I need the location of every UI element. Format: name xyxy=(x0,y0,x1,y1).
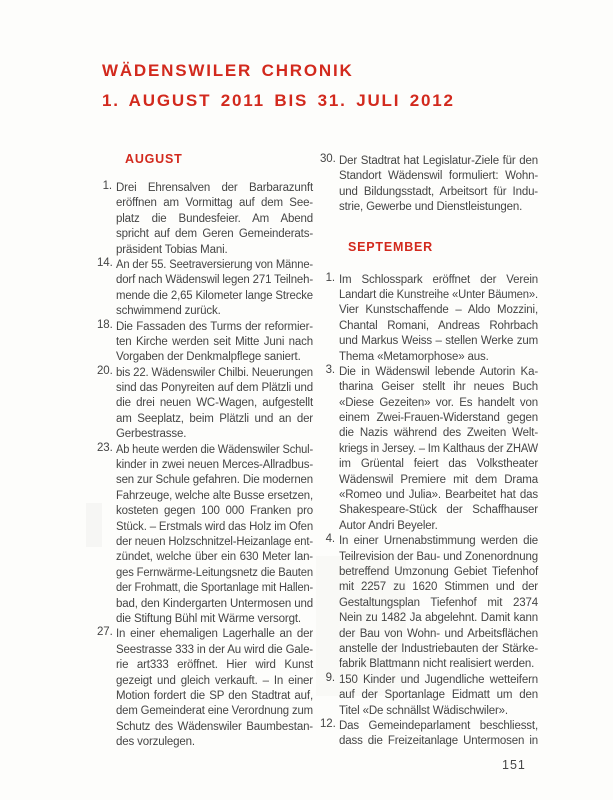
chronicle-entry xyxy=(320,717,538,748)
text-line xyxy=(339,517,538,532)
text-line-content: Teilrevision der Bau- und Zonenordnung xyxy=(339,550,538,563)
text-line-content: der neuen Holzschnitzel-Heizanlage ent- xyxy=(116,535,313,548)
text-line-content: Ab heute werden die Wädenswiler Schul- xyxy=(116,443,313,456)
chronicle-entry xyxy=(97,364,313,441)
text-line xyxy=(339,424,538,439)
text-line xyxy=(116,271,313,286)
text-line-content: ten Kirche werden seit Mitte Juni nach xyxy=(116,335,313,348)
text-line xyxy=(116,502,313,517)
text-line-content: präsident Tobias Mani. xyxy=(116,243,228,256)
text-line-content: Shakespeare-Stück der Schaffhauser xyxy=(339,504,538,517)
text-line-content: der Frohmatt, die Sportanlage mit Hallen- xyxy=(116,582,313,595)
chronicle-title-line1: WÄDENSWILER CHRONIK xyxy=(102,61,354,80)
text-line-content: An der 55. Seetraversierung von Männe- xyxy=(116,258,313,271)
text-line xyxy=(339,702,538,717)
text-line xyxy=(339,363,538,378)
text-line xyxy=(339,686,538,701)
text-line xyxy=(339,548,538,563)
text-line xyxy=(116,364,313,379)
entry-day-number: 20. xyxy=(97,364,113,377)
text-line-content: Titel «De schnällst Wädischwiler». xyxy=(339,704,508,717)
text-line-content: sen zur Schule gefahren. Die modernen xyxy=(116,474,313,487)
text-line xyxy=(116,595,313,610)
text-line xyxy=(116,579,313,594)
entry-day-number: 9. xyxy=(325,671,335,684)
text-line xyxy=(116,348,313,363)
text-line xyxy=(339,271,538,286)
text-line-content: eröffnen am Vormittag auf dem See- xyxy=(116,197,313,210)
text-line xyxy=(339,286,538,301)
text-line-content: einem Zwei-Frauen-Widerstand gegen xyxy=(339,412,538,425)
text-line-content: tharina Geiser stellt ihr neues Buch xyxy=(339,381,538,394)
text-line xyxy=(339,671,538,686)
text-line xyxy=(116,564,313,579)
text-line xyxy=(116,733,313,748)
text-line-content: kriegs in Jersey. – Im Kalthaus der ZHAW xyxy=(339,442,538,455)
entry-day-number: 27. xyxy=(97,626,113,639)
entry-day-number: 1. xyxy=(102,180,112,192)
text-line xyxy=(339,332,538,347)
text-line-content: Seestrasse 333 in der Au wird die Gale- xyxy=(116,643,313,656)
text-line-content: Stück. – Erstmals wird das Holz im Ofen xyxy=(116,520,313,533)
text-line xyxy=(339,440,538,455)
text-line xyxy=(339,594,538,609)
text-line xyxy=(116,302,313,317)
entry-day-number: 1. xyxy=(325,271,335,284)
text-line-content: Drei Ehrensalven der Barbarazunft xyxy=(116,182,313,194)
text-line xyxy=(116,287,313,302)
text-line-content: ges Fernwärme-Leitungsnetz die Bauten xyxy=(116,566,313,579)
text-line xyxy=(116,210,313,225)
text-line-content: Chantal Romani, Andreas Rohrbach xyxy=(339,319,538,332)
text-line-content: «Diese Gezeiten» vor. Es handelt von xyxy=(339,396,538,409)
chronicle-entry xyxy=(323,363,538,532)
text-line xyxy=(116,641,313,656)
text-line-content: sind das Ponyreiten auf dem Plätzli und xyxy=(116,382,313,395)
chronicle-entry xyxy=(323,532,538,671)
text-line xyxy=(339,532,538,547)
text-line xyxy=(116,256,313,271)
text-line-content: platz die Bundesfeier. Am Abend xyxy=(116,212,313,225)
chronicle-entry xyxy=(97,318,313,364)
text-line-content: dorf nach Wädenswil legen 271 Teilneh- xyxy=(116,274,313,287)
text-line-content: schwimmend zurück. xyxy=(116,305,221,318)
text-line xyxy=(339,486,538,501)
text-line xyxy=(116,518,313,533)
text-line xyxy=(339,471,538,486)
text-line xyxy=(339,578,538,593)
chronicle-entry xyxy=(320,152,538,214)
text-line-content: spricht auf dem Geren Gemeinderats- xyxy=(116,228,313,241)
text-line xyxy=(116,718,313,733)
text-line-content: In einer ehemaligen Lagerhalle an der xyxy=(116,628,313,641)
entry-day-number: 14. xyxy=(97,256,113,269)
text-line xyxy=(116,441,313,456)
text-line-content: die drei neuen WC-Wagen, aufgestellt xyxy=(116,397,313,410)
text-line xyxy=(116,610,313,625)
text-line xyxy=(116,456,313,471)
text-line xyxy=(339,394,538,409)
text-line-content: dem Gemeinderat eine Verordnung zum xyxy=(116,705,313,718)
text-line-content: kosteten gegen 100 000 Franken pro xyxy=(116,505,313,518)
text-line xyxy=(116,533,313,548)
text-line xyxy=(116,379,313,394)
text-line-content: Das Gemeindeparlament beschliesst, xyxy=(339,719,538,732)
chronicle-entry xyxy=(97,625,313,749)
text-line-content: «Romeo und Julia». Bearbeitet hat das xyxy=(339,489,538,502)
entry-day-number: 23. xyxy=(97,441,113,454)
text-line-content: strie, Gewerbe und Dienstleistungen. xyxy=(339,201,523,214)
text-line-content: die Nazis während des Zweiten Welt- xyxy=(339,427,538,440)
text-line xyxy=(116,471,313,486)
text-line-content: Fahrzeuge, welche alte Busse ersetzen, xyxy=(116,489,313,502)
entry-day-number: 30. xyxy=(320,153,336,165)
text-line-content: anstelle der Industriebauten der Stärke- xyxy=(339,642,538,655)
text-line-content: 150 Kinder und Jugendliche wetteifern xyxy=(339,673,538,686)
chronicle-entry xyxy=(323,271,538,363)
text-line xyxy=(116,318,313,333)
text-line-content: Vorgaben der Denkmalpflege saniert. xyxy=(116,351,301,364)
text-line xyxy=(116,394,313,409)
entry-day-number: 18. xyxy=(97,318,113,331)
text-line-content: Thema «Metamorphose» aus. xyxy=(339,350,489,363)
text-line-content: am Seeplatz, beim Plätzli und an der xyxy=(116,412,313,425)
text-line xyxy=(339,348,538,363)
text-line-content: Nein zu 1482 Ja abgelehnt. Damit kann xyxy=(339,612,538,625)
text-line xyxy=(339,198,538,213)
text-line xyxy=(339,409,538,424)
text-line xyxy=(116,548,313,563)
text-line-content: Landart die Kunstreihe «Unter Bäumen». xyxy=(339,288,538,301)
text-line-content: Die in Wädenswil lebende Autorin Ka- xyxy=(339,365,538,378)
text-line xyxy=(116,410,313,425)
chronicle-entry xyxy=(97,441,313,626)
text-line xyxy=(339,717,538,732)
text-line xyxy=(116,179,313,194)
text-line xyxy=(339,183,538,198)
text-line-content: Wädenswil Premiere mit dem Drama xyxy=(339,473,538,486)
text-line xyxy=(339,655,538,670)
text-line xyxy=(339,167,538,182)
text-line-content: Gerbestrasse. xyxy=(116,428,187,441)
text-line-content: die Stiftung Bühl mit Wärme versorgt. xyxy=(116,612,301,625)
text-line xyxy=(339,732,538,747)
column-left xyxy=(97,152,313,749)
text-line-content: kinder in zwei neuen Merces-Allradbus- xyxy=(116,459,313,472)
text-line-content: Gestaltungsplan Tiefenhof mit 2374 xyxy=(339,596,538,609)
text-line-content: gezeigt und gleich verkauft. – In einer xyxy=(116,674,313,687)
text-line xyxy=(116,333,313,348)
text-line-content: und Bildungsstadt, Arbeitsort für Indu- xyxy=(339,185,538,198)
entry-day-number: 12. xyxy=(320,717,336,730)
text-line xyxy=(116,487,313,502)
text-line-content: Standort Wädenswil formuliert: Wohn- xyxy=(339,170,538,183)
text-line-content: Der Stadtrat hat Legislatur-Ziele für den xyxy=(339,155,538,167)
text-line xyxy=(116,425,313,440)
text-line xyxy=(339,625,538,640)
text-line xyxy=(339,378,538,393)
page-number: 151 xyxy=(502,758,526,772)
text-line-content: des vorzulegen. xyxy=(116,736,195,749)
text-line-content: und Markus Weiss – stellen Werke zum xyxy=(339,335,538,348)
text-line-content: Schutz des Wädenswiler Baumbestan- xyxy=(116,720,313,733)
text-line xyxy=(339,640,538,655)
text-line-content: In einer Urnenabstimmung werden die xyxy=(339,535,538,548)
chronicle-entry xyxy=(100,179,313,256)
text-line-content: mit 2257 zu 1620 Stimmen und der xyxy=(339,581,538,594)
text-line-content: bad, den Kindergarten Untermosen und xyxy=(116,597,313,610)
text-line-content: dass die Freizeitanlage Untermosen in xyxy=(339,735,538,748)
text-line-content: zündet, welche über ein 630 Meter lan- xyxy=(116,551,313,564)
text-line xyxy=(116,225,313,240)
text-line xyxy=(116,656,313,671)
text-line-content: Motion fordert die SP den Stadtrat auf, xyxy=(116,689,313,702)
entry-day-number: 3. xyxy=(325,363,335,376)
text-line xyxy=(116,625,313,640)
text-line xyxy=(116,687,313,702)
text-line-content: Die Fassaden des Turms der reformier- xyxy=(116,320,313,333)
text-line-content: Vier Kunstschaffende – Aldo Mozzini, xyxy=(339,304,538,317)
month-header-september: SEPTEMBER xyxy=(348,239,433,254)
text-line-content: rie art333 eröffnet. Hier wird Kunst xyxy=(116,659,313,672)
text-line-content: bis 22. Wädenswiler Chilbi. Neuerungen xyxy=(116,366,313,379)
text-line-content: fabrik Blattmann nicht realisiert werden. xyxy=(339,658,535,671)
text-line xyxy=(339,501,538,516)
text-line xyxy=(339,455,538,470)
chronicle-entry xyxy=(97,256,313,318)
text-line xyxy=(116,194,313,209)
column-right xyxy=(320,152,538,748)
text-line-content: der Bau von Wohn- und Arbeitsflächen xyxy=(339,627,538,640)
entry-day-number: 4. xyxy=(325,533,335,546)
month-header-august: AUGUST xyxy=(125,152,183,166)
text-line-content: mende die 2,65 Kilometer lange Strecke xyxy=(116,289,313,302)
text-line xyxy=(339,152,538,167)
chronicle-entry xyxy=(323,671,538,717)
chronicle-title-line2: 1. AUGUST 2011 BIS 31. JULI 2012 xyxy=(102,91,455,110)
text-line xyxy=(339,563,538,578)
text-line xyxy=(116,241,313,256)
page-title xyxy=(102,56,455,116)
text-line-content: auf der Sportanlage Eidmatt um den xyxy=(339,689,538,702)
text-line xyxy=(339,317,538,332)
text-line-content: Im Schlosspark eröffnet der Verein xyxy=(339,273,538,286)
text-line-content: Autor Andri Beyeler. xyxy=(339,519,438,532)
text-line xyxy=(116,702,313,717)
text-line-content: im Grüental feiert das Volkstheater xyxy=(339,458,538,471)
text-line-content: betreffend Umzonung Gebiet Tiefenhof xyxy=(339,565,538,578)
text-line xyxy=(116,672,313,687)
text-line xyxy=(339,301,538,316)
text-line xyxy=(339,609,538,624)
